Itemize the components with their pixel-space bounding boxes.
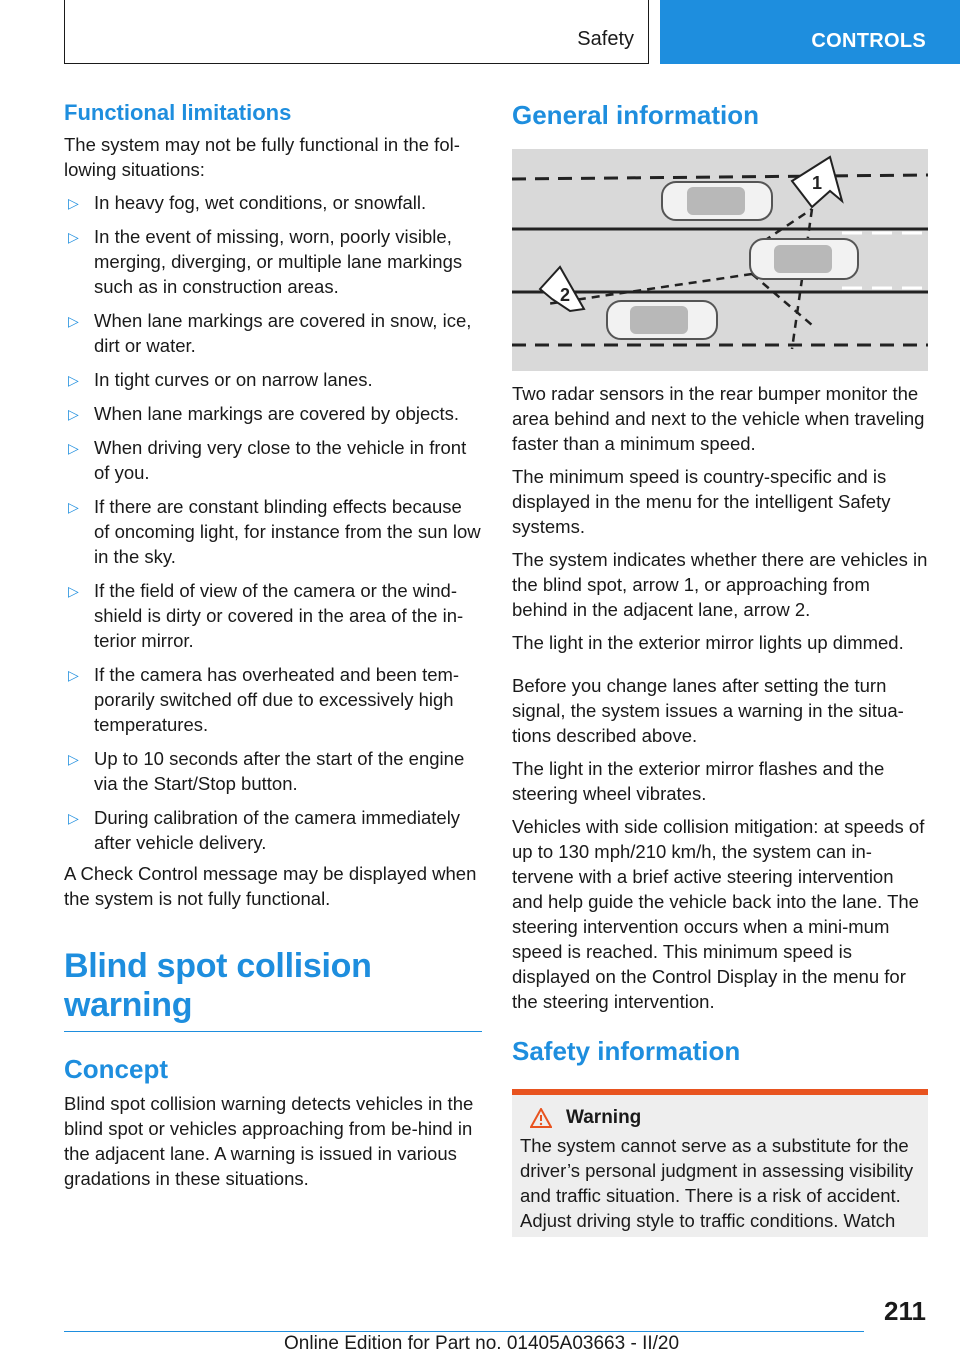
car-blind-spot: [662, 182, 772, 220]
concept-text: Blind spot collision warning detects vehicles in the blind spot or vehicles approaching from be-hind in the adjacent lane. A warning is issued in various gradations in these situations.: [64, 1093, 474, 1189]
header-chapter-label: CONTROLS: [811, 30, 926, 52]
list-item: ▷ If the field of view of the camera or the wind-shield is dirty or covered in the area of the in-terior mirror.: [68, 580, 464, 651]
car-ego: [750, 239, 858, 279]
limitations-list: [64, 190, 482, 855]
car-approaching: [607, 301, 717, 339]
list-item: ▷ During calibration of the camera immediately after vehicle delivery.: [68, 807, 461, 853]
concept-heading: Concept: [64, 1054, 168, 1084]
footer-edition: Online Edition for Part no. 01405A03663 - II/20: [284, 1333, 680, 1354]
bullet-triangle-icon: ▷: [68, 440, 79, 456]
svg-text:2: 2: [560, 285, 571, 305]
paragraph: The light in the exterior mirror flashes and the steering wheel vibrates.: [512, 758, 885, 804]
warning-title-row: [520, 1107, 920, 1129]
list-item: ▷ If the camera has overheated and been tem-porarily switched off due to excessively high temperatures.: [68, 664, 460, 735]
right-column: [512, 100, 928, 1237]
general-info-text: [512, 381, 928, 1014]
list-item: ▷ When driving very close to the vehicle in front of you.: [68, 437, 467, 483]
list-item: ▷ In the event of missing, worn, poorly visible, merging, diverging, or multiple lane markings such as in construction areas.: [68, 226, 463, 297]
bullet-triangle-icon: ▷: [68, 810, 79, 826]
bullet-triangle-icon: ▷: [68, 372, 79, 388]
check-control-note: A Check Control message may be displayed when the system is not fully functional.: [64, 863, 477, 909]
header-chapter-tab: [660, 0, 960, 64]
limitations-heading: Functional limitations: [64, 100, 292, 125]
bullet-triangle-icon: ▷: [68, 751, 79, 767]
footer-rule: [64, 1331, 864, 1332]
warning-text: The system cannot serve as a substitute for the driver’s personal judgment in assessing visibility and traffic situation. There is a risk of accident. Adjust driving style to traffic conditions. Watch: [520, 1135, 914, 1231]
bullet-triangle-icon: ▷: [68, 406, 79, 422]
paragraph: The light in the exterior mirror lights up dimmed.: [512, 632, 904, 653]
paragraph: Before you change lanes after setting the turn signal, the system issues a warning in the situa-tions described above.: [512, 675, 904, 746]
warning-box: [512, 1095, 928, 1237]
svg-text:1: 1: [812, 173, 823, 193]
general-info-heading: General information: [512, 100, 760, 130]
list-item: ▷ In heavy fog, wet conditions, or snowfall.: [64, 190, 482, 215]
bullet-triangle-icon: ▷: [68, 229, 79, 245]
warning-triangle-icon: [530, 1108, 552, 1128]
header-left-frame: [64, 0, 649, 64]
list-item: ▷ If there are constant blinding effects because of oncoming light, for instance from the sun low in the sky.: [68, 496, 481, 567]
bullet-triangle-icon: ▷: [68, 499, 79, 515]
header-section-label: Safety: [577, 28, 634, 50]
page-number: 211: [884, 1296, 926, 1326]
list-item: ▷ When lane markings are covered in snow, ice, dirt or water.: [68, 310, 472, 356]
list-item: ▷ Up to 10 seconds after the start of the engine via the Start/Stop button.: [68, 748, 465, 794]
left-column: [64, 100, 482, 1191]
paragraph: Two radar sensors in the rear bumper monitor the area behind and next to the vehicle when traveling faster than a minimum speed.: [512, 383, 925, 454]
section-title: Blind spot collision warning: [64, 947, 372, 1024]
bullet-triangle-icon: ▷: [68, 583, 79, 599]
list-item: ▷ When lane markings are covered by objects.: [64, 401, 482, 426]
paragraph: Vehicles with side collision mitigation: at speeds of up to 130 mph/210 km/h, the system can in-tervene with a brief active steering intervention and help guide the vehicle back into the lane. The steering intervention occurs when a mini-mum speed is reached. This minimum speed is displayed on the Control Display in the menu for the steering intervention.: [512, 816, 925, 1012]
bullet-triangle-icon: ▷: [68, 667, 79, 683]
list-item: ▷ In tight curves or on narrow lanes.: [64, 367, 482, 392]
limitations-intro: The system may not be fully functional in the fol-lowing situations:: [64, 134, 460, 180]
warning-title: Warning: [566, 1107, 642, 1128]
blind-spot-illustration: [512, 149, 928, 371]
paragraph: The system indicates whether there are vehicles in the blind spot, arrow 1, or approaching from behind in the adjacent lane, arrow 2.: [512, 549, 928, 620]
bullet-triangle-icon: ▷: [68, 313, 79, 329]
bullet-triangle-icon: ▷: [68, 195, 79, 211]
paragraph: The minimum speed is country-specific and is displayed in the menu for the intelligent Safety systems.: [512, 466, 891, 537]
section-title-rule: [64, 1031, 482, 1032]
safety-info-heading: Safety information: [512, 1036, 741, 1066]
